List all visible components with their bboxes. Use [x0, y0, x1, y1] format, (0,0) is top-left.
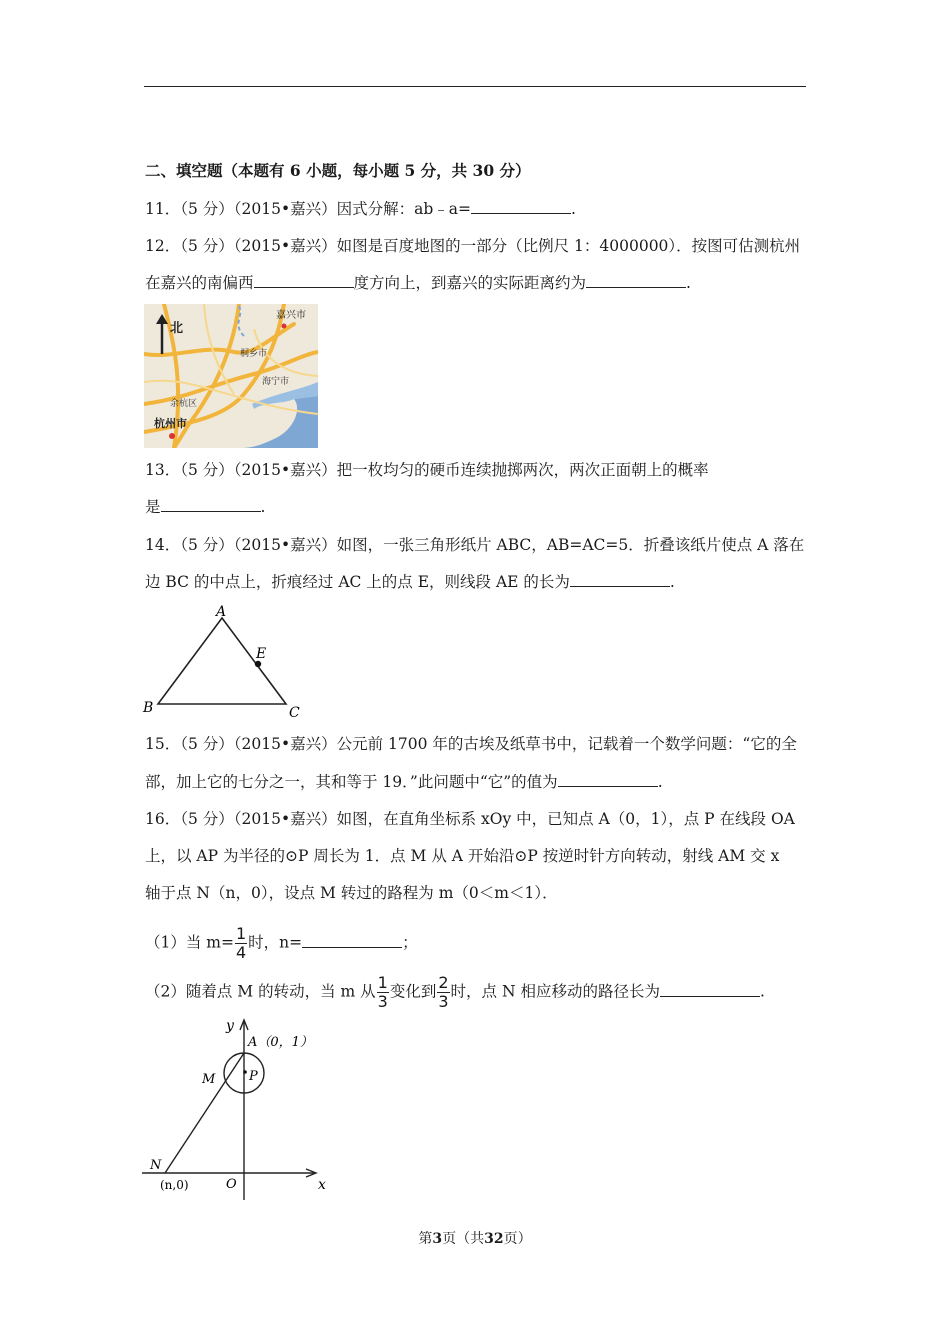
page-footer — [0, 1228, 950, 1248]
q12-answer-blank-2[interactable] — [586, 273, 686, 288]
q15-answer-blank[interactable] — [558, 772, 658, 787]
triangle-figure — [140, 604, 310, 720]
q11-end: . — [571, 200, 576, 218]
north-label: 北 — [170, 321, 184, 336]
question-15-line1: 15．（5 分）（2015•嘉兴）公元前 1700 年的古埃及纸草书中，记载着一个数学问题：“它的全 — [145, 735, 797, 753]
footer-suffix: 页） — [503, 1231, 532, 1247]
q16-part2-answer-blank[interactable] — [660, 982, 760, 997]
label-a-point: A（0，1） — [248, 1035, 313, 1050]
baidu-map-figure — [144, 304, 318, 448]
label-a: A — [216, 604, 227, 620]
label-n: N — [150, 1158, 162, 1173]
question-12-line2 — [145, 273, 691, 293]
map-city-jiaxing: 嘉兴市 — [276, 310, 306, 321]
q16-sub2-end: . — [759, 982, 765, 1001]
q16-sub1-end: ； — [402, 933, 418, 952]
section-title: 二、填空题（本题有 6 小题，每小题 5 分，共 30 分） — [145, 161, 531, 180]
map-city-hangzhou: 杭州市 — [154, 417, 187, 430]
q13-answer-blank[interactable] — [161, 497, 261, 512]
fraction-quarter-denominator: 4 — [235, 943, 247, 962]
q16-sub2-text-a: （2）随着点 M 的转动，当 m 从 — [145, 982, 376, 1001]
q14-answer-blank[interactable] — [570, 572, 670, 587]
question-13-line2 — [145, 497, 265, 517]
question-13-line1: 13．（5 分）（2015•嘉兴）把一枚均匀的硬币连续抛掷两次，两次正面朝上的概率 — [145, 461, 709, 479]
header-rule — [144, 86, 806, 87]
footer-page-number: 3 — [432, 1231, 443, 1247]
coordinate-figure — [142, 1010, 342, 1200]
q15-end: . — [657, 773, 663, 791]
footer-total-pages: 32 — [484, 1231, 504, 1247]
fraction-one-third-numerator: 1 — [377, 973, 388, 992]
question-15-line2 — [145, 772, 663, 792]
label-p: P — [249, 1069, 258, 1084]
q16-sub1-text-a: （1）当 m= — [145, 933, 234, 952]
map-city-haining: 海宁市 — [262, 377, 290, 387]
label-o: O — [226, 1177, 237, 1192]
question-11 — [145, 199, 576, 219]
q16-sub2-text-c: 时，点 N 相应移动的路径长为 — [450, 982, 660, 1001]
question-12-line1: 12．（5 分）（2015•嘉兴）如图是百度地图的一部分（比例尺 1：4000000）．按图可估测杭州 — [145, 237, 801, 255]
point-p-dot — [243, 1070, 247, 1074]
q14-end: . — [669, 573, 675, 591]
q12-answer-blank-1[interactable] — [254, 273, 354, 288]
footer-mid: 页（共 — [442, 1231, 485, 1247]
question-14-line2 — [145, 572, 675, 592]
fraction-two-thirds-numerator: 2 — [438, 973, 449, 992]
footer-prefix: 第 — [418, 1231, 433, 1247]
triangle-abc — [158, 618, 286, 704]
q12-text-b: 度方向上，到嘉兴的实际距离约为 — [353, 274, 587, 292]
q15-text: 部，加上它的七分之一，其和等于 19．”此问题中“它”的值为 — [145, 773, 558, 791]
fraction-one-third — [377, 974, 389, 1011]
q11-text: 11．（5 分）（2015•嘉兴）因式分解：ab﹣a= — [145, 200, 471, 218]
label-x: x — [318, 1177, 326, 1193]
ray-am — [165, 1053, 244, 1173]
question-16-line2: 上，以 AP 为半径的⊙P 周长为 1．点 M 从 A 开始沿⊙P 按逆时针方向转动，射线 AM 交 x — [145, 847, 780, 865]
label-c: C — [289, 705, 300, 720]
hangzhou-marker-icon — [169, 433, 175, 439]
label-n0: (n,0) — [160, 1178, 189, 1192]
label-y: y — [226, 1018, 234, 1034]
question-14-line1: 14．（5 分）（2015•嘉兴）如图，一张三角形纸片 ABC，AB=AC=5．折叠该纸片使点 A 落在 — [145, 536, 805, 554]
q16-sub1-text-b: 时，n= — [248, 933, 303, 952]
fraction-quarter — [235, 925, 247, 962]
q12-end: . — [686, 274, 691, 292]
fraction-two-thirds — [437, 974, 449, 1011]
q13-text: 是 — [145, 498, 161, 516]
question-16-part1 — [145, 925, 418, 962]
q16-sub2-text-b: 变化到 — [389, 982, 437, 1001]
q14-text: 边 BC 的中点上，折痕经过 AC 上的点 E，则线段 AE 的长为 — [145, 573, 570, 591]
map-city-tongxiang: 桐乡市 — [240, 349, 268, 359]
q12-text-a: 在嘉兴的南偏西 — [145, 274, 254, 292]
q13-end: . — [260, 498, 266, 516]
label-m: M — [202, 1072, 216, 1087]
fraction-one-third-denominator: 3 — [377, 992, 388, 1011]
question-16-line3: 轴于点 N（n，0），设点 M 转过的路程为 m（0＜m＜1）． — [145, 884, 558, 902]
map-district-yuhang: 余杭区 — [170, 399, 198, 409]
question-16-part2 — [145, 974, 765, 1011]
q11-answer-blank[interactable] — [471, 199, 571, 214]
fraction-two-thirds-denominator: 3 — [438, 992, 449, 1011]
fraction-quarter-numerator: 1 — [235, 924, 247, 943]
q16-part1-answer-blank[interactable] — [302, 933, 402, 948]
question-16-line1: 16．（5 分）（2015•嘉兴）如图，在直角坐标系 xOy 中，已知点 A（0，1），点 P 在线段 OA — [145, 810, 795, 828]
label-e: E — [256, 646, 267, 662]
jiaxing-marker-icon — [282, 324, 287, 329]
label-b: B — [143, 700, 154, 716]
